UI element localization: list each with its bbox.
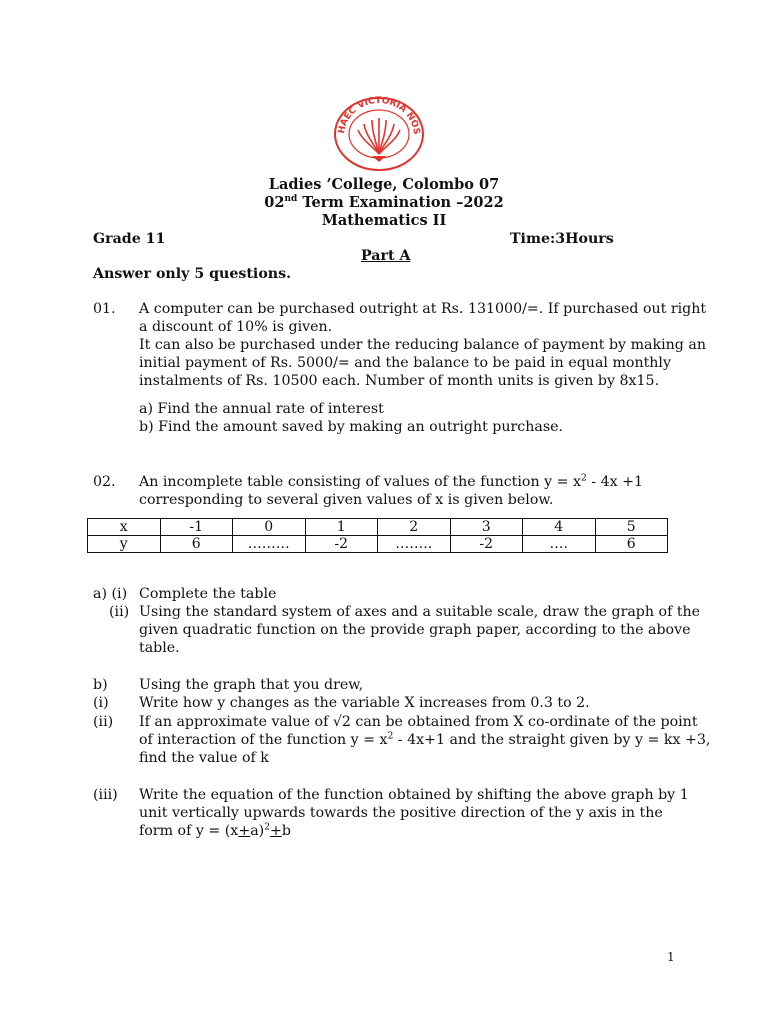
values-table [87, 518, 668, 553]
part-label: b) [93, 677, 108, 693]
part-label: (ii) [93, 714, 114, 730]
table-cell: -2 [305, 536, 378, 553]
q2-b-iii-line [139, 822, 291, 840]
q1-line: It can also be purchased under the reducing balance of payment by making an [139, 337, 706, 353]
table-cell: 4 [523, 519, 596, 536]
q2-b-ii-line: find the value of k [139, 750, 269, 766]
exam-title [0, 194, 768, 212]
q2-b-text: Using the graph that you drew, [139, 677, 364, 693]
school-crest-logo [332, 96, 426, 172]
q2-line1-text: An incomplete table consisting of values of the function y = x [139, 474, 582, 490]
q2-a-ii-line: Using the standard system of axes and a suitable scale, draw the graph of the [139, 604, 701, 620]
q1-line: A computer can be purchased outright at Rs. 131000/=. If purchased out right [139, 301, 707, 317]
q1-part-b: b) Find the amount saved by making an outright purchase. [139, 419, 564, 435]
exponent: 2 [581, 473, 587, 484]
q2-a-ii-line: given quadratic function on the provide graph paper, according to the above [139, 622, 691, 638]
grade-label: Grade 11 [93, 231, 166, 247]
table-cell: 5 [595, 519, 668, 536]
q2-line: corresponding to several given values of x is given below. [139, 492, 554, 508]
table-cell: -2 [450, 536, 523, 553]
question-number: 02. [93, 474, 116, 490]
table-row [88, 519, 668, 536]
part-label: (ii) [109, 604, 130, 620]
q2-line [139, 473, 643, 491]
q2-b-ii-line [139, 731, 710, 749]
exponent: 2 [264, 822, 270, 833]
table-cell: 6 [595, 536, 668, 553]
plus-minus: + [269, 823, 282, 839]
q2-b-iii-line: Write the equation of the function obtained by shifting the above graph by 1 [139, 787, 689, 803]
q2-a-i: Complete the table [139, 586, 277, 602]
table-cell: 2 [378, 519, 451, 536]
table-row [88, 536, 668, 553]
q2-b-iii-text: b [281, 823, 291, 839]
q1-line: instalments of Rs. 10500 each. Number of month units is given by 8x15. [139, 373, 660, 389]
instruction: Answer only 5 questions. [93, 266, 292, 282]
table-cell: x [88, 519, 161, 536]
time-label: Time:3Hours [510, 231, 614, 247]
exam-name: Term Examination –2022 [297, 194, 504, 211]
part-label: a) (i) [93, 586, 128, 602]
part-label: (iii) [93, 787, 118, 803]
table-cell: …….. [378, 536, 451, 553]
table-cell: 0 [233, 519, 306, 536]
exam-number-suffix: nd [284, 194, 298, 205]
table-cell: 6 [160, 536, 233, 553]
q1-line: initial payment of Rs. 5000/= and the balance to be paid in equal monthly [139, 355, 671, 371]
school-name: Ladies ’College, Colombo 07 [268, 176, 500, 193]
q1-part-a: a) Find the annual rate of interest [139, 401, 384, 417]
svg-text:HAEC VICTORIA NOSTRA FIDES 190: HAEC VICTORIA NOS [336, 96, 422, 136]
q2-b-iii-text: a) [250, 823, 265, 839]
q2-b-ii-line: If an approximate value of √2 can be obtained from X co-ordinate of the point [139, 714, 698, 730]
table-cell: y [88, 536, 161, 553]
table-cell: …. [523, 536, 596, 553]
q2-b-iii-text: form of y = (x [139, 823, 239, 839]
plus-minus: + [238, 823, 251, 839]
q2-b-ii-tail: - 4x+1 and the straight given by y = kx +3, [393, 732, 711, 748]
table-cell: 1 [305, 519, 378, 536]
q2-a-ii-line: table. [139, 640, 180, 656]
q2-b-ii-text: of interaction of the function y = x [139, 732, 388, 748]
q2-b-i: Write how y changes as the variable X increases from 0.3 to 2. [139, 695, 590, 711]
page-number: 1 [667, 950, 675, 964]
exam-number: 02 [264, 194, 285, 211]
part-label: (i) [93, 695, 109, 711]
q2-line1-tail: - 4x +1 [586, 474, 644, 490]
question-number: 01. [93, 301, 116, 317]
table-cell: ……… [233, 536, 306, 553]
table-cell: -1 [160, 519, 233, 536]
q1-line: a discount of 10% is given. [139, 319, 333, 335]
part-heading: Part A [361, 248, 411, 264]
q2-b-iii-line: unit vertically upwards towards the positive direction of the y axis in the [139, 805, 663, 821]
table-cell: 3 [450, 519, 523, 536]
subject-title: Mathematics II [321, 212, 447, 229]
exponent: 2 [387, 731, 394, 742]
